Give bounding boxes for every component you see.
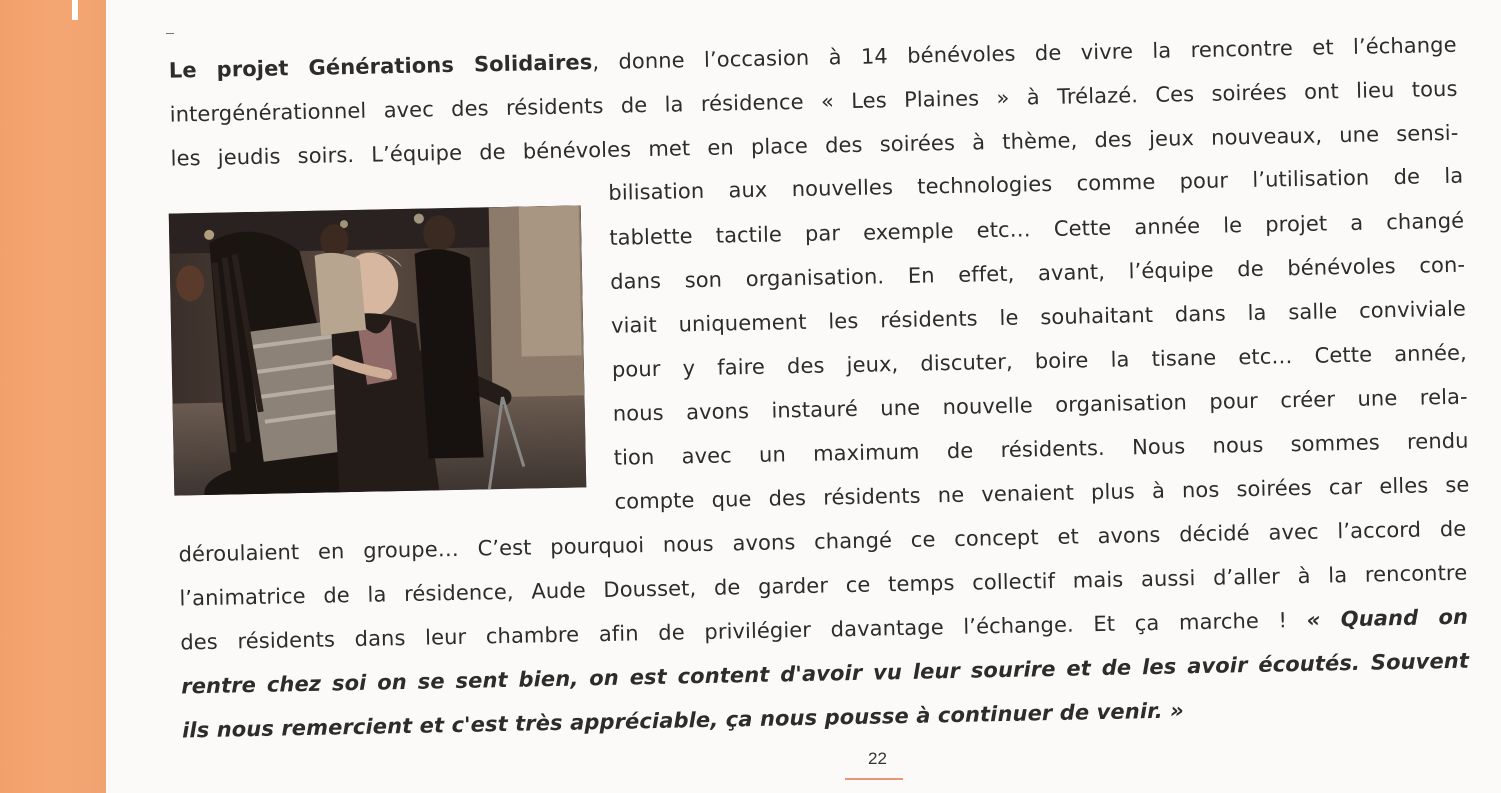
text-line-11: compte que des résidents ne venaient plus à nos soirées car elles se [614, 472, 1470, 514]
text-line-8: pour y faire des jeux, discuter, boire la tisane etc… Cette année, [611, 340, 1468, 382]
text-line-10: tion avec un maximum de résidents. Nous nous sommes rendu [613, 428, 1469, 470]
page-number-rule [845, 778, 903, 780]
testimonial-quote-line-2: ils nous remercient et c'est très appréciable, ça nous pousse à continuer de venir. » [181, 698, 1185, 743]
text-line-12: déroulaient en groupe… C’est pourquoi nous avons changé ce concept et avons décidé avec l’accord de [178, 516, 1467, 567]
photo-volunteers-with-resident [169, 205, 587, 495]
page-number: 22 [868, 749, 887, 768]
document-page [150, 1, 1499, 748]
text-line-14: des résidents dans leur chambre afin de privilégier davantage l’échange. Et ça marche ! « Quand on [180, 604, 1469, 655]
text-line-1: Le projet Générations Solidaires, donne l’occasion à 14 bénévoles de vivre la rencontre et l’échange [168, 32, 1457, 83]
text-line-4: bilisation aux nouvelles technologies comme pour l’utilisation de la [608, 163, 1464, 205]
text-line-9: nous avons instauré une nouvelle organisation pour créer une rela- [612, 384, 1468, 426]
text-line-13: l’animatrice de la résidence, Aude Dousset, de garder ce temps collectif mais aussi d’aller à la rencontre [179, 560, 1468, 611]
text-line-6: dans son organisation. En effet, avant, l’équipe de bénévoles con- [609, 252, 1466, 294]
text-line-7: viait uniquement les résidents le souhaitant dans la salle conviviale [610, 296, 1467, 338]
testimonial-quote-start: « Quand on [1306, 604, 1469, 632]
photo-image [169, 205, 587, 495]
testimonial-quote-line-1: rentre chez soi on se sent bien, on est content d'avoir vu leur sourire et de les avoir écoutés. Souvent [180, 648, 1470, 699]
text-line-2: intergénérationnel avec des résidents de la résidence « Les Plaines » à Trélazé. Ces soirées ont lieu tous [169, 76, 1458, 127]
side-color-stripe [0, 0, 106, 793]
project-name-bold: Le projet Générations Solidaires [168, 50, 593, 83]
text-line-5: tablette tactile par exemple etc… Cette année le projet a changé [609, 208, 1465, 250]
text-line-3: les jeudis soirs. L’équipe de bénévoles met en place des soirées à thème, des jeux nouveaux, une sensi- [170, 120, 1459, 171]
